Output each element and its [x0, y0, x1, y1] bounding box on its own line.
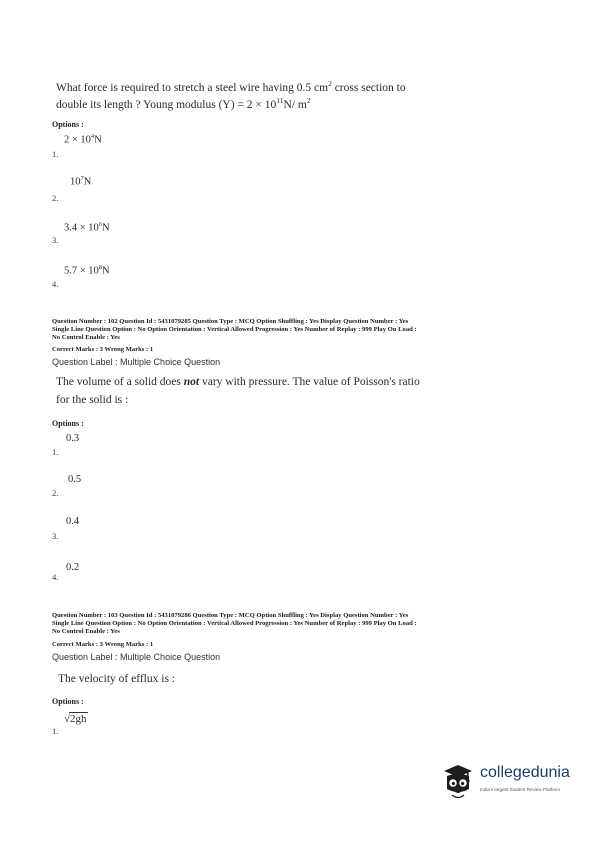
- q2-text-line1: The volume of a solid does not vary with pressure. The value of Poisson's ratio: [56, 376, 420, 388]
- q1-option-2-number: 2.: [52, 193, 59, 203]
- q2-option-2-value: 0.5: [68, 474, 82, 485]
- q3-meta-line1: Question Number : 103 Question Id : 5431079286 Question Type : MCQ Option Shuffling : Yes Display Question Number : Yes: [52, 612, 409, 619]
- q2-meta-line1: Question Number : 102 Question Id : 5431079285 Question Type : MCQ Option Shuffling : Yes Display Question Number : Yes: [52, 318, 409, 325]
- q2-option-1-value: 0.3: [66, 433, 80, 444]
- q1-option-3-value: $3.4 \times 10^6N$: [64, 221, 110, 234]
- sqrt-icon: √: [64, 713, 71, 725]
- q1-text-line1: What force is required to stretch a steel wire having 0.5 $cm^2$ cross section to: [56, 79, 406, 94]
- q1-options-label: Options :: [52, 120, 84, 129]
- q2-marks: Correct Marks : 3 Wrong Marks : 1: [52, 346, 154, 353]
- q2-option-1-number: 1.: [52, 447, 59, 457]
- q3-meta-line2: Single Line Question Option : No Option Orientation : Vertical Allowed Progression : Yes Number of Replay : 999 Play On Load :: [52, 620, 417, 627]
- q3-options-label: Options :: [52, 697, 84, 706]
- q2-meta-line2: Single Line Question Option : No Option Orientation : Vertical Allowed Progression : Yes Number of Replay : 999 Play On Load :: [52, 326, 417, 333]
- q2-option-4-value: 0.2: [66, 562, 80, 573]
- q2-question-label: Question Label : Multiple Choice Question: [52, 357, 221, 367]
- q2-meta-line3: No Control Enable : Yes: [52, 334, 120, 341]
- collegedunia-logo: [440, 762, 585, 804]
- q3-question-label: Question Label : Multiple Choice Question: [52, 652, 221, 662]
- q1-option-2-value: $10^7N$: [70, 175, 92, 188]
- q3-text: The velocity of efflux is :: [58, 673, 175, 685]
- q2-option-3-value: 0.4: [66, 516, 80, 527]
- q1-option-1-number: 1.: [52, 149, 59, 159]
- q3-option-1-value: √2gh: [64, 713, 87, 725]
- q2-option-3-number: 3.: [52, 531, 59, 541]
- q3-marks: Correct Marks : 3 Wrong Marks : 1: [52, 641, 154, 648]
- q3-option-1-number: 1.: [52, 726, 59, 736]
- q1-text-line2: double its length ? Young modulus $(Y) = 2 \times 10^{11}N/$ $m^2$: [56, 96, 311, 111]
- q1-option-3-number: 3.: [52, 235, 59, 245]
- q1-option-1-value: $2 \times 10^4N$: [64, 133, 102, 146]
- q1-option-4-number: 4.: [52, 279, 59, 289]
- logo-tagline: India's largest Student Review Platform: [480, 787, 561, 792]
- q2-option-4-number: 4.: [52, 572, 59, 582]
- q2-text-line2: for the solid is :: [56, 394, 129, 406]
- q1-option-4-value: $5.7 \times 10^8N$: [64, 264, 110, 277]
- logo-wordmark: collegedunia: [480, 764, 570, 781]
- q3-meta-line3: No Control Enable : Yes: [52, 628, 120, 635]
- graduate-owl-icon: [440, 762, 476, 802]
- q2-options-label: Options :: [52, 419, 84, 428]
- q2-option-2-number: 2.: [52, 488, 59, 498]
